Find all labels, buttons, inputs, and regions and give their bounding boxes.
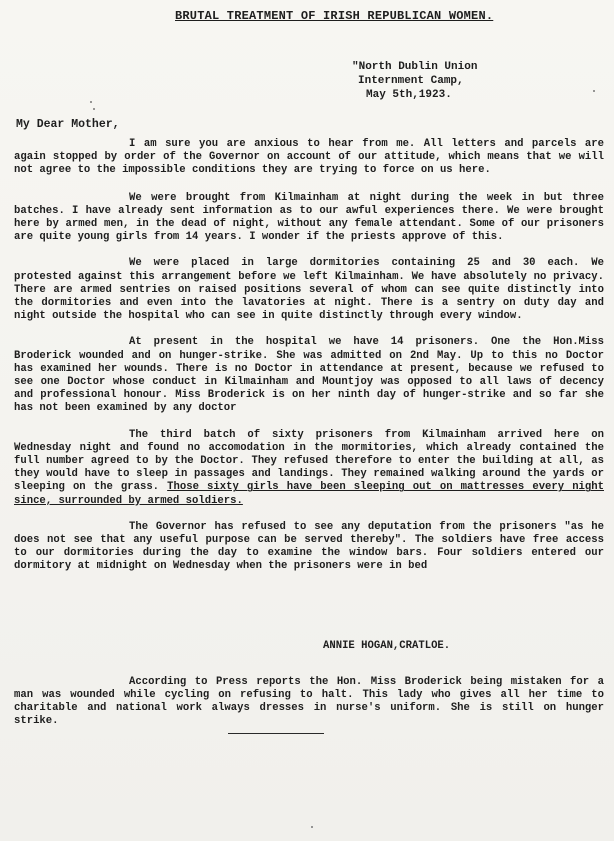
paragraph-4: At present in the hospital we have 14 prisoners. One the Hon.Miss Broderick wounded and on hunger-strike. She was admitted on 2nd May. Up to this no Doctor has examined her wounds. There is no Doctor in attendance at present, because we refused to see one Doctor whose conduct in Kilmainham and Mountjoy was opposed to all laws of decency and professional honour. Miss Broderick is on her ninth day of hunger-strike and so far she has not been examined by any doctor — [14, 336, 604, 415]
paper-speck — [90, 101, 92, 103]
underlined-sentence: Those sixty girls have been sleeping out on mattresses every night since, surrounded by armed soldiers. — [14, 481, 604, 507]
letter-body — [14, 138, 604, 587]
end-divider — [228, 733, 324, 734]
address-line-2: Internment Camp, — [358, 75, 464, 87]
address-line-1: "North Dublin Union — [352, 61, 478, 73]
address-line-3: May 5th,1923. — [366, 89, 452, 101]
document-title: BRUTAL TREATMENT OF IRISH REPUBLICAN WOMEN. — [175, 9, 494, 23]
paragraph-5 — [14, 429, 604, 508]
paragraph-6: The Governor has refused to see any deputation from the prisoners "as he does not see that any useful purpose can be served thereby". The soldiers have free access to our dormitories during the day to examine the window bars. Four soldiers entered our dormitory at midnight on Wednesday when the prisoners were in bed — [14, 520, 604, 573]
paper-speck — [593, 90, 595, 92]
salutation: My Dear Mother, — [16, 118, 120, 131]
paragraph-1: I am sure you are anxious to hear from me. All letters and parcels are again stopped by order of the Governor on account of our attitude, which means that we will not agree to the impossible conditions they are trying to force on us here. — [14, 138, 604, 177]
sender-address — [352, 60, 552, 102]
signature: ANNIE HOGAN,CRATLOE. — [323, 640, 451, 652]
paper-speck — [311, 826, 313, 828]
paper-speck — [93, 108, 95, 110]
closing-paragraph: According to Press reports the Hon. Miss Broderick being mistaken for a man was wounded while cycling on refusing to halt. This lady who gives all her time to charitable and national work always dresses in nurse's uniform. She is still on hunger strike. — [14, 675, 604, 728]
paragraph-3: We were placed in large dormitories containing 25 and 30 each. We protested against this arrangement before we left Kilmainham. We have absolutely no privacy. There are armed sentries on raised positions several of whom can see quite distinctly into the dormitories and even into the lavatories at night. There is a sentry on duty day and night outside the hospital who can see in quite distinctly through every window. — [14, 257, 604, 323]
paragraph-2: We were brought from Kilmainham at night during the week in but three batches. I have already sent information as to our awful experiences there. We were brought here by armed men, in the dead of night, without any female attendant. Some of our prisoners are quite young girls from 14 years. I wonder if the priests approve of this. — [14, 191, 604, 244]
paragraph-5-text: The third batch of sixty prisoners from Kilmainham arrived here on Wednesday night and found no accomodation in the mormitories, which already contained the full number agreed to by the Doctor. They refused therefore to enter the building at all, as they would have to sleep in passages and landings. They remained walking around the yards or sleeping on the grass. — [14, 428, 604, 494]
